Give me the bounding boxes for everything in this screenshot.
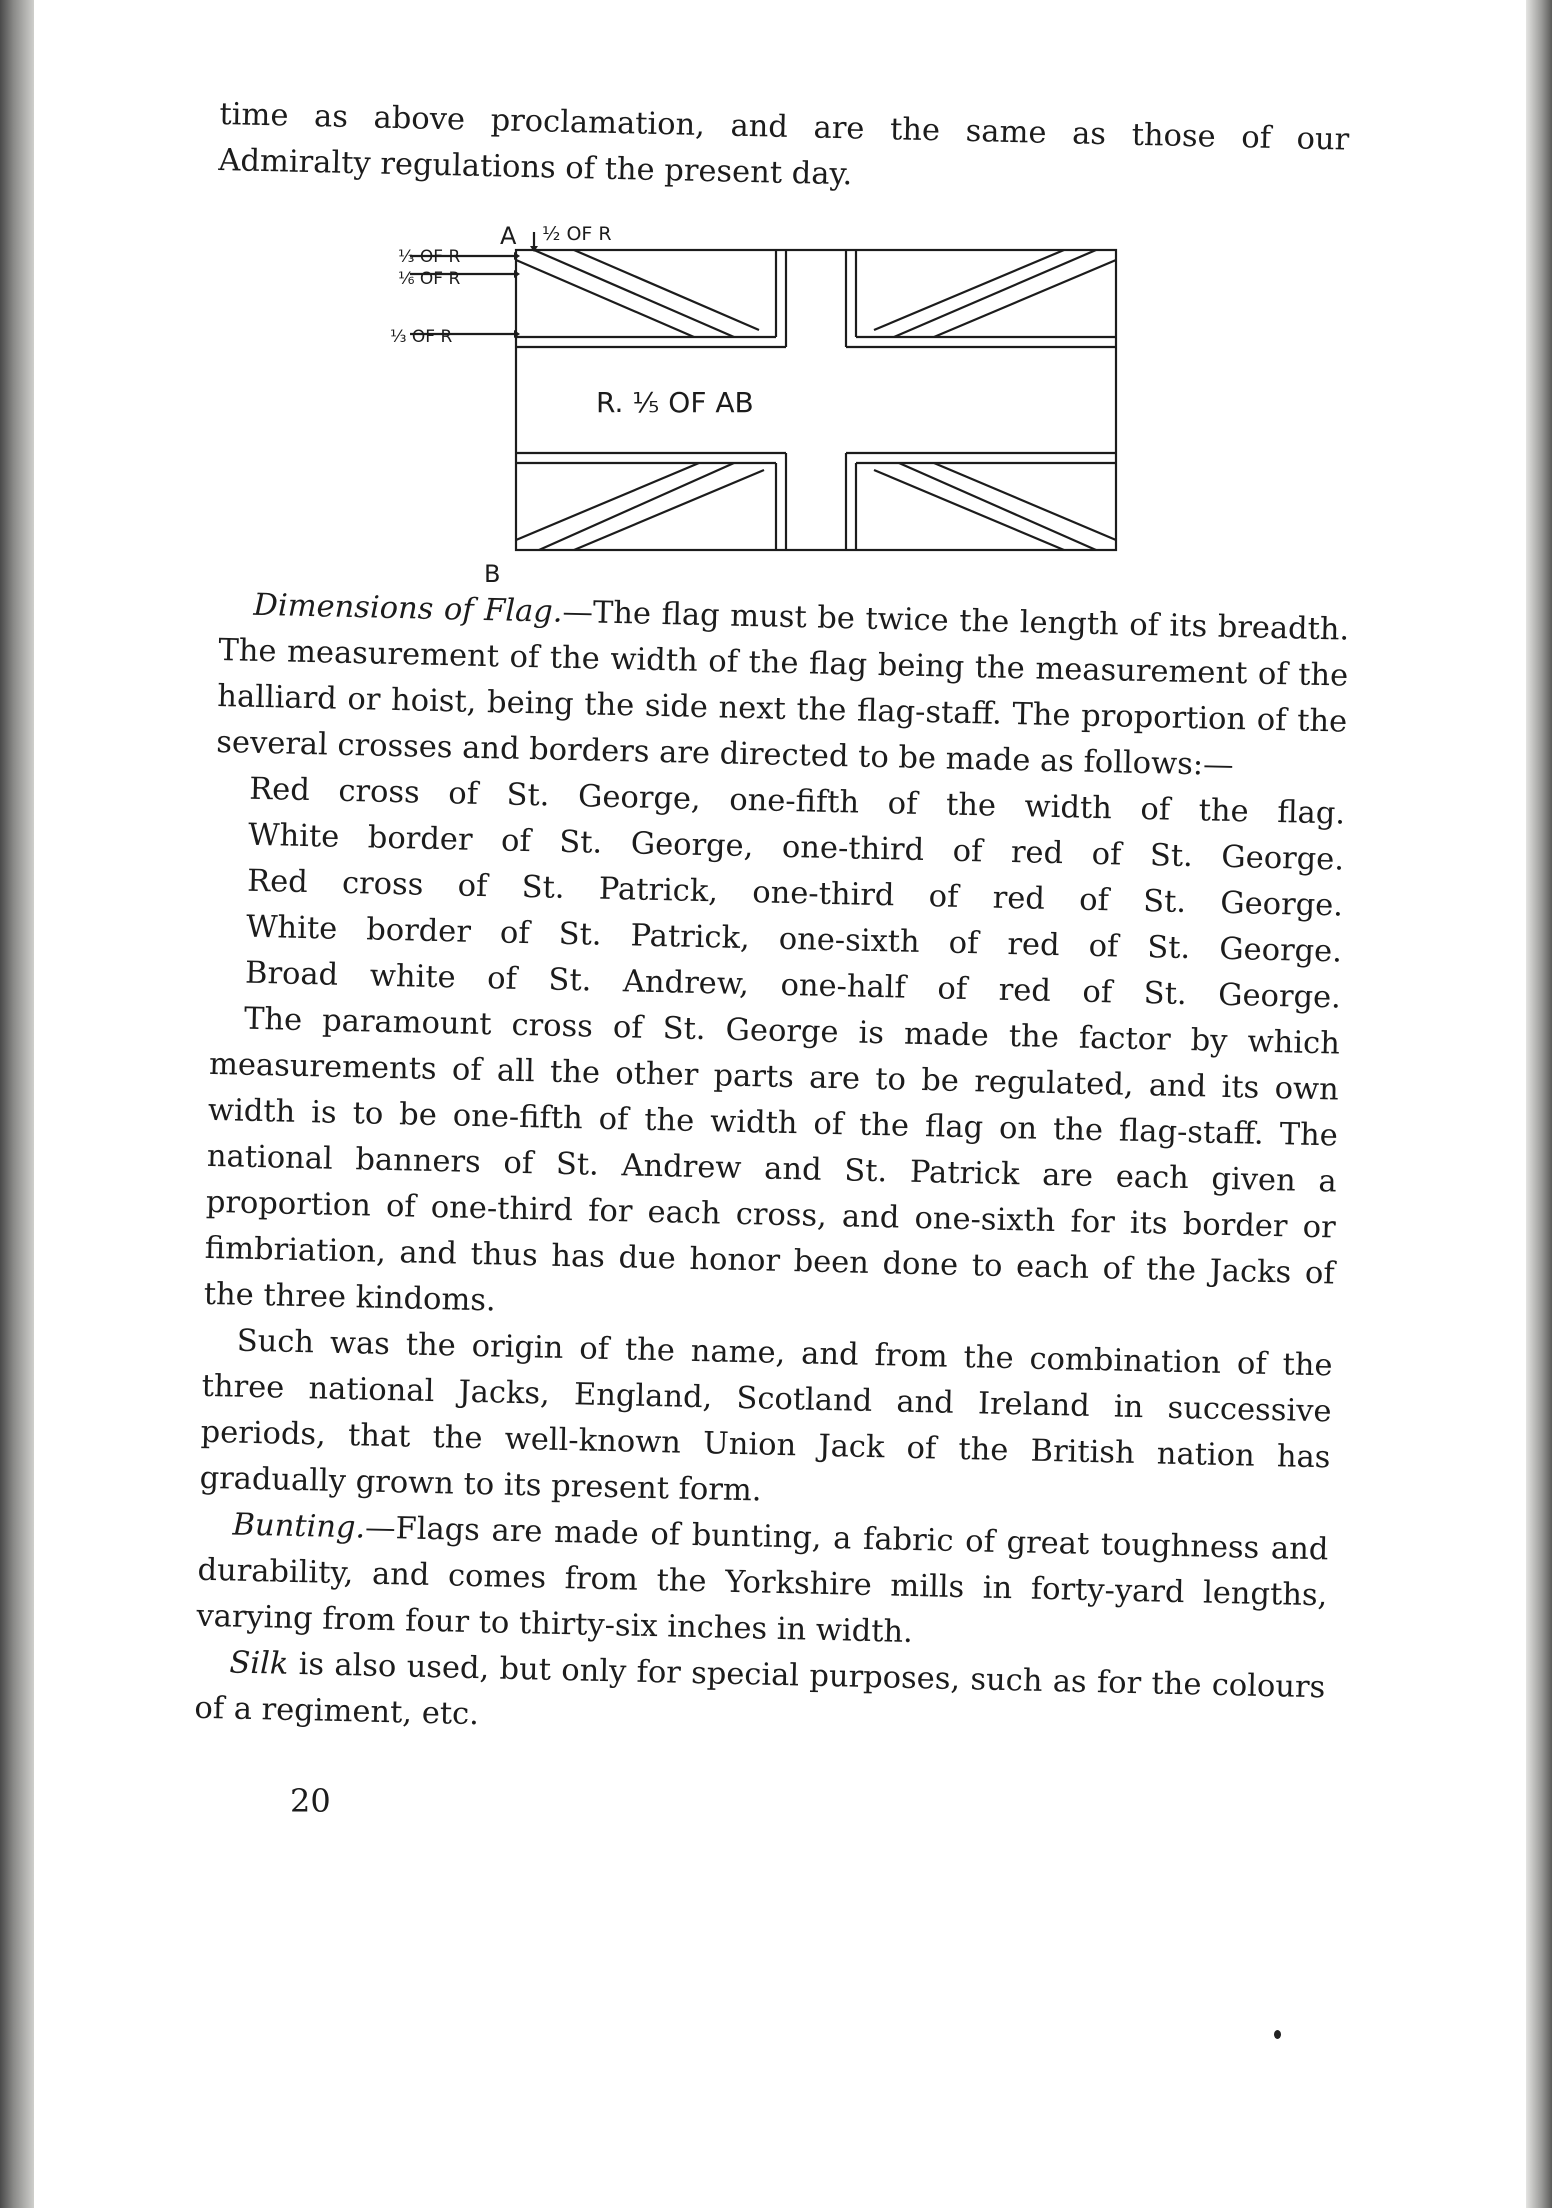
text-line: Admiralty regulations of the present day. xyxy=(218,142,853,193)
book-page xyxy=(34,0,1526,2208)
bunting-paragraph xyxy=(196,1502,1329,1666)
label-center: R. ⅕ OF AB xyxy=(596,386,754,419)
book-binding-right xyxy=(1526,0,1552,2208)
top-text-block xyxy=(218,92,1350,210)
label-half-r: ½ OF R xyxy=(542,223,612,245)
proportion-item: Broad white of St. Andrew, one-half of red of St. George. xyxy=(244,955,1342,1016)
dimensions-text: —The flag must be twice the length of its breadth. The measurement of the width of the flag being the measurement of the halliard or hoist, being the side next the flag-staff. The proportion of the several crosses and borders are directed to be made as follows:— xyxy=(215,594,1350,784)
label-third-r-top: ⅓ OF R xyxy=(398,247,461,267)
text-line: time as above proclamation, and are the same as those of our xyxy=(219,96,1350,158)
label-b: B xyxy=(484,560,501,588)
main-text-block xyxy=(194,582,1350,1757)
proportion-item: Red cross of St. George, one-fifth of the width of the flag. xyxy=(248,771,1346,832)
print-speck xyxy=(1274,2030,1281,2039)
flag-diagram-svg xyxy=(374,222,1134,592)
proportion-item: White border of St. George, one-third of red of St. George. xyxy=(247,817,1345,878)
union-jack-diagram xyxy=(374,222,1134,592)
bunting-heading: Bunting. xyxy=(232,1507,366,1546)
proportion-item: Red cross of St. Patrick, one-third of red of St. George. xyxy=(246,863,1344,924)
page-number: 20 xyxy=(290,1782,331,1820)
paramount-paragraph: The paramount cross of St. George is made the factor by which measurements of all the other parts are to be regulated, and its own width is to be one-fifth of the width of the flag on the flag-staff. The national banners of St. Andrew and St. Patrick are each given a proportion of one-third for each cross, and one-sixth for its border or fimbriation, and thus has due honor been done to each of the Jacks of the three kindoms. xyxy=(203,1001,1341,1319)
bunting-text: —Flags are made of bunting, a fabric of great toughness and durability, and comes from the Yorkshire mills in forty-yard lengths, varying from four to thirty-six inches in width. xyxy=(196,1510,1329,1650)
book-binding-left xyxy=(0,0,34,2208)
origin-paragraph: Such was the origin of the name, and from the combination of the three national Jacks, England, Scotland and Ireland in successive periods, that the well-known Union Jack of the British nation has gradually grown to its present form. xyxy=(199,1323,1333,1509)
silk-text: is also used, but only for special purposes, such as for the colours of a regiment, etc. xyxy=(194,1646,1326,1733)
dimensions-heading: Dimensions of Flag. xyxy=(253,587,563,630)
silk-heading: Silk xyxy=(229,1645,289,1682)
label-a: A xyxy=(500,222,517,250)
label-sixth-r: ⅙ OF R xyxy=(398,269,461,289)
label-third-r-mid: ⅓ OF R xyxy=(390,327,453,347)
dimensions-paragraph xyxy=(216,582,1350,792)
proportion-item: White border of St. Patrick, one-sixth of red of St. George. xyxy=(245,909,1343,970)
